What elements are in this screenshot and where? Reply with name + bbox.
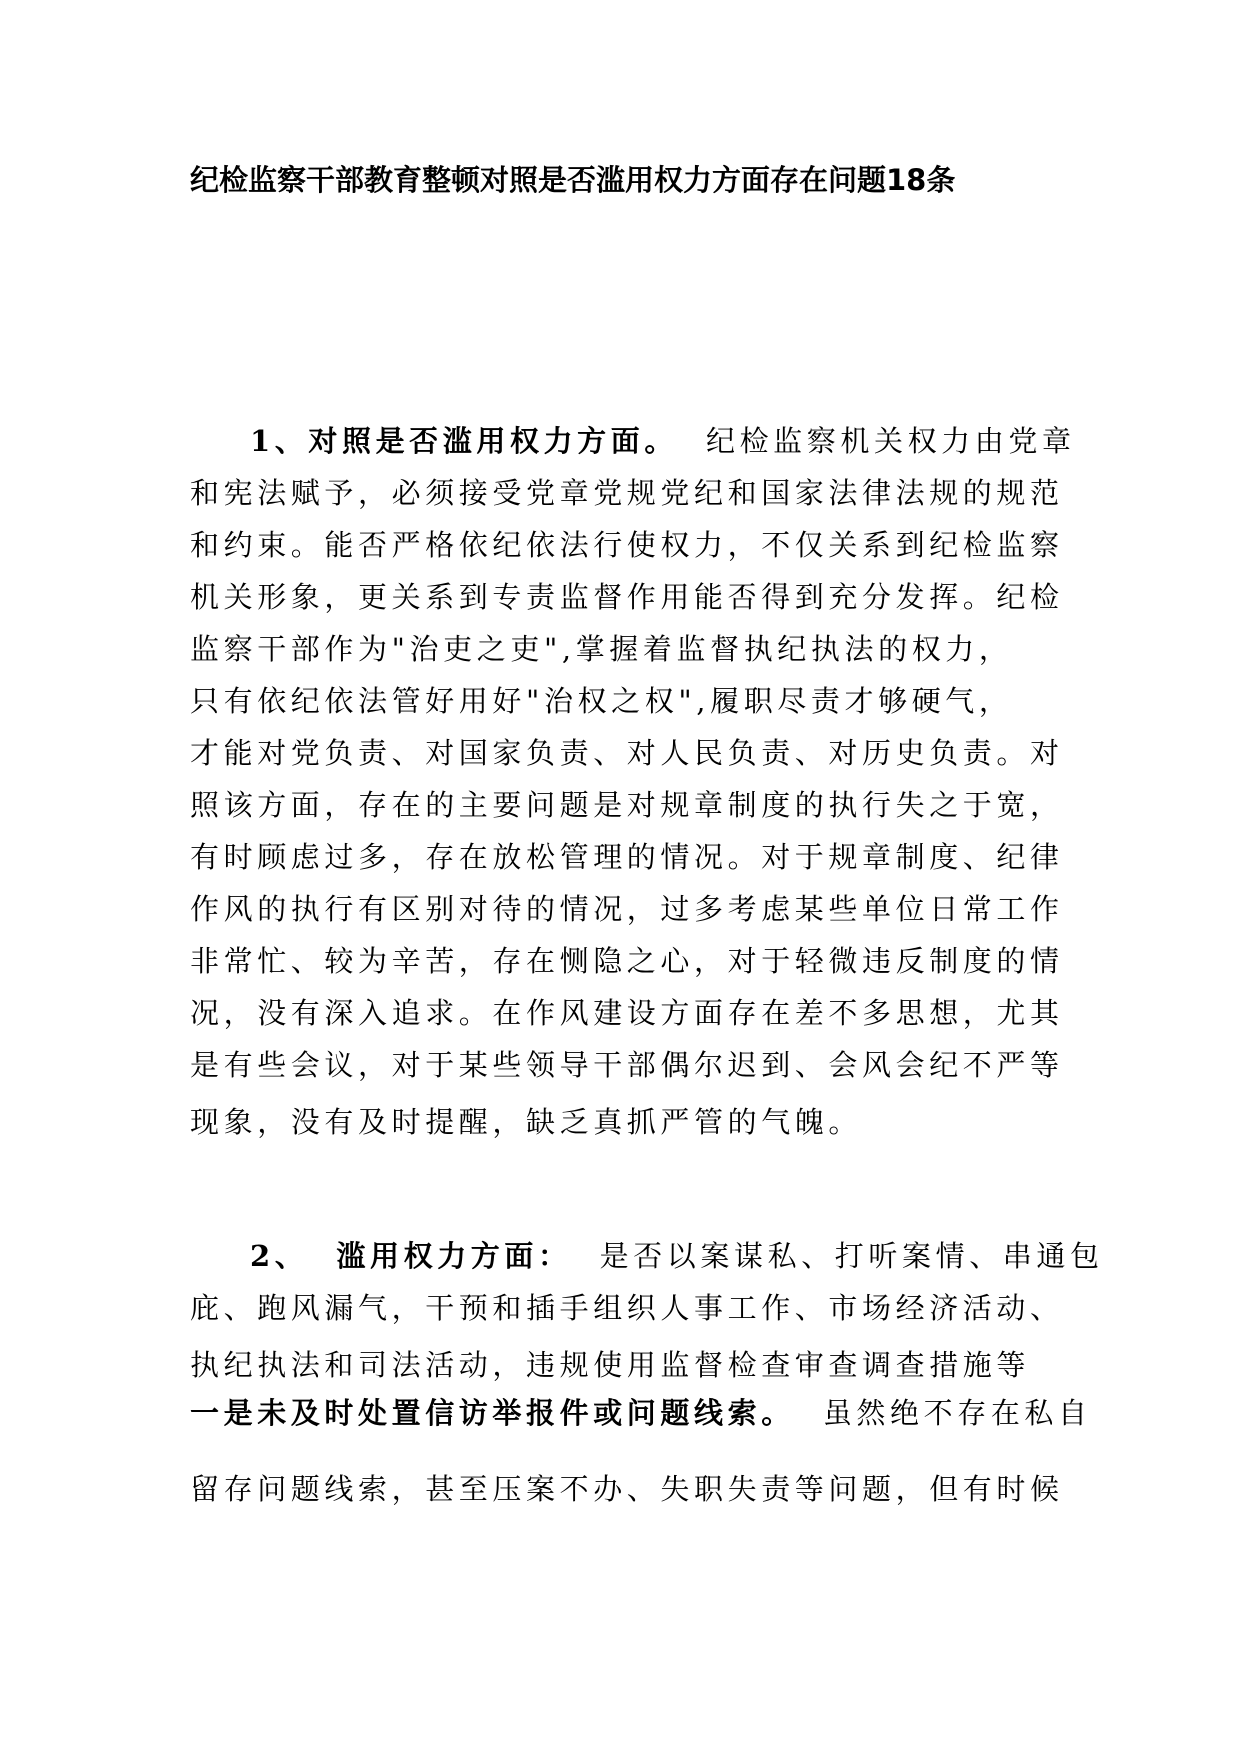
section1-line: 和宪法赋予，必须接受党章党规党纪和国家法律法规的规范 xyxy=(190,476,1064,510)
point1-line: 虽然绝不存在私自 xyxy=(822,1396,1092,1430)
section1-line: 照该方面，存在的主要问题是对规章制度的执行失之于宽， xyxy=(190,788,1064,822)
section1-line: 是有些会议，对于某些领导干部偶尔迟到、会风会纪不严等 xyxy=(190,1048,1064,1082)
section1-line: 机关形象，更关系到专责监督作用能否得到充分发挥。纪检 xyxy=(190,580,1064,614)
point1-first-line xyxy=(190,1393,1092,1433)
section1-line: 非常忙、较为辛苦，存在恻隐之心，对于轻微违反制度的情 xyxy=(190,944,1064,978)
section1-first-line xyxy=(250,421,1130,461)
document-title: 纪检监察干部教育整顿对照是否滥用权力方面存在问题18条 xyxy=(190,163,956,197)
section1-line: 监察干部作为"治吏之吏",掌握着监督执纪执法的权力， xyxy=(190,632,1013,666)
section1-line: 现象，没有及时提醒，缺乏真抓严管的气魄。 xyxy=(190,1105,863,1139)
section1-line: 才能对党负责、对国家负责、对人民负责、对历史负责。对 xyxy=(190,736,1064,770)
section2-line: 是否以案谋私、打听案情、串通包 xyxy=(599,1239,1104,1273)
section2-heading: 滥用权力方面： xyxy=(336,1239,572,1273)
section2-first-line xyxy=(250,1236,1130,1276)
section1-line: 有时顾虑过多，存在放松管理的情况。对于规章制度、纪律 xyxy=(190,840,1064,874)
section1-line: 作风的执行有区别对待的情况，过多考虑某些单位日常工作 xyxy=(190,892,1064,926)
section2-line: 执纪执法和司法活动，违规使用监督检查审查调查措施等 xyxy=(190,1348,1031,1382)
section2-line: 庇、跑风漏气，干预和插手组织人事工作、市场经济活动、 xyxy=(190,1291,1064,1325)
section1-heading: 1、对照是否滥用权力方面。 xyxy=(250,424,678,458)
section1-line: 纪检监察机关权力由党章 xyxy=(705,424,1076,458)
point1-line: 留存问题线索，甚至压案不办、失职失责等问题，但有时候 xyxy=(190,1472,1064,1506)
section1-line: 只有依纪依法管好用好"治权之权",履职尽责才够硬气， xyxy=(190,684,1013,718)
section2-number: 2、 xyxy=(250,1239,309,1273)
point1-heading: 一是未及时处置信访举报件或问题线索。 xyxy=(190,1396,795,1430)
section1-line: 和约束。能否严格依纪依法行使权力，不仅关系到纪检监察 xyxy=(190,528,1064,562)
section1-line: 况，没有深入追求。在作风建设方面存在差不多思想，尤其 xyxy=(190,996,1064,1030)
